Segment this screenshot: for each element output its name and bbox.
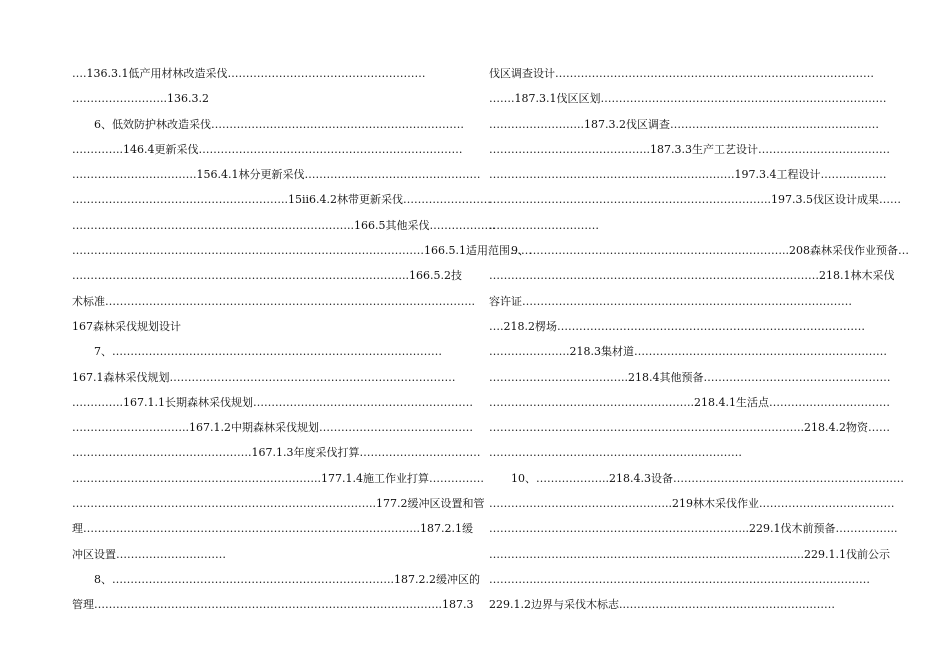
toc-line: ………………………………………………………….197.3.4工程设计………………	[489, 168, 887, 182]
toc-line: …………………………..167.1.2中期森林采伐规划……………………………………	[72, 421, 473, 435]
toc-line: 冲区设置…………………………	[72, 547, 226, 561]
toc-line: ……………………………………………………………..229.1伐木前预备……………..	[489, 522, 898, 536]
toc-line: ………………………………………………………………………………..166.5.2技	[72, 269, 462, 283]
toc-line: 9、……………………………………………………………..208森林采伐作业预备…	[511, 244, 909, 258]
toc-line: …………..………………………………………………………………………………	[489, 572, 870, 586]
toc-line: 伐区调查设计……………………………………………………………………………	[489, 67, 874, 80]
toc-line: 229.1.2边界与采伐木标志..…………………………………………………	[489, 598, 835, 612]
toc-line: 理………………………………………………………………………………..187.2.1缓	[72, 522, 473, 536]
toc-line: …………………………………………………………………..197.3.5伐区设计成果……	[489, 193, 901, 207]
toc-right-column	[489, 64, 909, 621]
toc-line: …………………………………………………………………..166.5其他采伐………………	[72, 218, 496, 232]
toc-line: 管理…………………………………………………………………………………..187.3	[72, 598, 474, 612]
toc-line: …………………………	[489, 218, 599, 232]
toc-line: …………………………………………………………………………..229.1.1伐前公示	[489, 547, 890, 561]
toc-line: ………………………………………….167.1.3年度采伐打算……………………………	[72, 446, 481, 460]
toc-line: ………………………………………………………………………..177.2缓冲区设置和管	[72, 497, 485, 511]
toc-line: 术标准………………………………………………………………………………………..	[72, 294, 475, 308]
toc-line: ………………………………..218.4其他预备……………………………………………	[489, 370, 891, 384]
toc-line: …………………………….156.4.1林分更新采伐…………………………………………	[72, 168, 481, 182]
toc-line: …………………………………………..219林木采伐作业.………………………………	[489, 497, 895, 511]
toc-line: ……………………..136.3.2	[72, 92, 209, 106]
toc-line: 容许证………………………………………………………………………………	[489, 294, 852, 308]
toc-line: ……………………..187.3.2伐区调查…………………………………………………	[489, 117, 879, 131]
toc-line: 10、………………..218.4.3设备………………………………………………………	[511, 471, 904, 485]
toc-line: 167森林采伐规划设计	[72, 319, 181, 333]
toc-line: ….218.2楞场…………………………………………………………………………	[489, 319, 865, 333]
toc-line: …………………………………………………..15ii6.4.2林带更新采伐……………………	[72, 193, 492, 207]
toc-line: …………………………………………………………..177.1.4施工作业打算……………	[72, 471, 484, 485]
toc-line: 167.1森林采伐规划……………………………………………………………………	[72, 370, 456, 384]
toc-line: ………………………………………………………………………………218.1林木采伐	[489, 269, 895, 283]
toc-line: …………..167.1.1长期森林采伐规划……………………………………………………	[72, 395, 473, 409]
toc-line: 6、低效防护林改造采伐……………………………………………………………	[94, 117, 464, 131]
toc-line: 8、…………………………………………………………………..187.2.2缓冲区的	[94, 572, 480, 586]
toc-line: …………………………………………………………………………..218.4.2物资……	[489, 421, 890, 435]
toc-line: ………………….218.3集材道……………………………………………………………	[489, 345, 887, 359]
toc-line: ….136.3.1低产用材林改造采伐………………………………………………	[72, 67, 426, 80]
toc-line: …………..146.4更新采伐………………………………………………………………	[72, 142, 463, 156]
toc-left-column	[72, 64, 532, 621]
toc-line: ……………………………………………………………………………………166.5.1适用范围……	[72, 244, 532, 258]
toc-line: ……………………………………………………………	[489, 446, 742, 460]
toc-line: 7、………………………………………………………………………………	[94, 345, 442, 359]
toc-line: ………………………………………………..218.4.1生活点……………………………	[489, 395, 890, 409]
toc-line: ……………………………………..187.3.3生产工艺设计………………………………	[489, 142, 890, 156]
toc-line: …….187.3.1伐区区划……………………………………………………………………	[489, 92, 887, 106]
